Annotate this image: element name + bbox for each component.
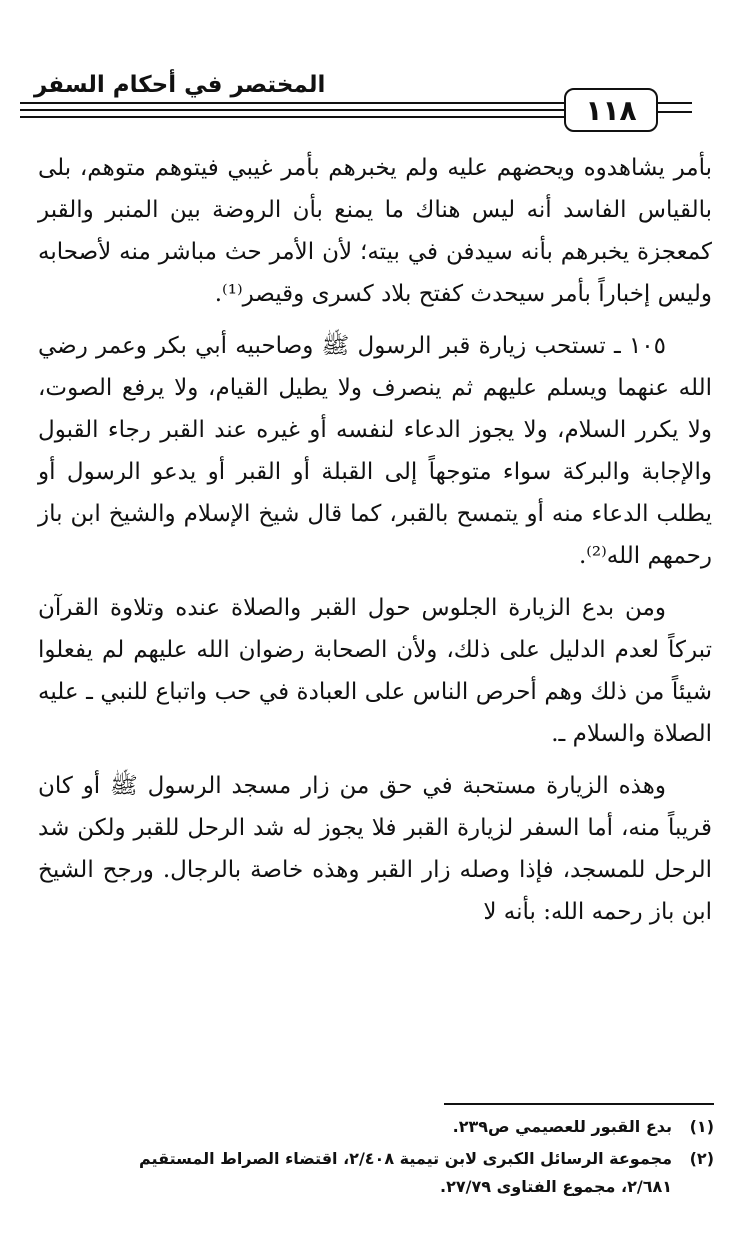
page-number: ١١٨ — [585, 93, 637, 127]
footnote — [30, 1111, 714, 1143]
footnote-separator — [444, 1103, 714, 1105]
book-title: المختصر في أحكام السفر — [34, 72, 326, 98]
page-number-badge — [564, 88, 658, 132]
footnote-text: بدع القبور للعصيمي ص٢٣٩. — [452, 1117, 672, 1136]
header-rule — [20, 109, 576, 111]
header-rule — [20, 116, 576, 118]
footnote-number: (٢) — [689, 1149, 714, 1168]
footnote-text: مجموعة الرسائل الكبرى لابن تيمية ٢/٤٠٨، اقتضاء الصراط المستقيم — [139, 1149, 672, 1168]
header-rule — [656, 102, 692, 104]
paragraph: ١٠٥ ـ تستحب زيارة قبر الرسول ﷺ وصاحبيه أبي بكر وعمر رضي الله عنهما ويسلم عليهم ثم ينصرف ولا يطيل القيام، ولا يرفع الصوت، ولا يكرر السلام، ولا يجوز الدعاء لنفسه أو غيره عند القبر رجاء القبول والإجابة والبركة سواء متوجهاً إلى القبلة أو القبر أو يدعو الرسول أو يطلب الدعاء منه أو يتمسح بالقبر، كما قال شيخ الإسلام والشيخ ابن باز رحمهم الله⁽²⁾. — [38, 333, 712, 569]
footnote-continuation: ٢/٦٨١، مجموع الفتاوى ٢٧/٧٩. — [440, 1177, 672, 1196]
footnote-number: (١) — [689, 1117, 714, 1136]
header-rule — [656, 111, 692, 113]
footnotes — [30, 1111, 714, 1203]
paragraph: وهذه الزيارة مستحبة في حق من زار مسجد الرسول ﷺ أو كان قريباً منه، أما السفر لزيارة القبر فلا يجوز له شد الرحل للقبر ولكن شد الرحل للمسجد، فإذا وصله زار القبر وهذه خاصة بالرجال. ورجح الشيخ ابن باز رحمه الله: بأنه لا — [38, 773, 712, 925]
page-header — [20, 58, 740, 138]
paragraph: بأمر يشاهدوه ويحضهم عليه ولم يخبرهم بأمر غيبي فيتوهم متوهم، بلى بالقياس الفاسد أنه ليس هناك ما يمنع بأن الروضة بين المنبر والقبر كمعجزة يخبرهم بأنه سيدفن في بيته؛ لأن الأمر حث مباشر منه لأصحابه وليس إخباراً بأمر سيحدث كفتح بلاد كسرى وقيصر⁽¹⁾. — [38, 155, 712, 307]
header-rule — [20, 102, 576, 104]
body-text — [38, 147, 712, 933]
paragraph: ومن بدع الزيارة الجلوس حول القبر والصلاة عنده وتلاوة القرآن تبركاً لعدم الدليل على ذلك، ولأن الصحابة رضوان الله عليهم لم يفعلوا شيئاً من ذلك وهم أحرص الناس على العبادة في حب واتباع للنبي ـ عليه الصلاة والسلام ـ. — [38, 595, 712, 747]
